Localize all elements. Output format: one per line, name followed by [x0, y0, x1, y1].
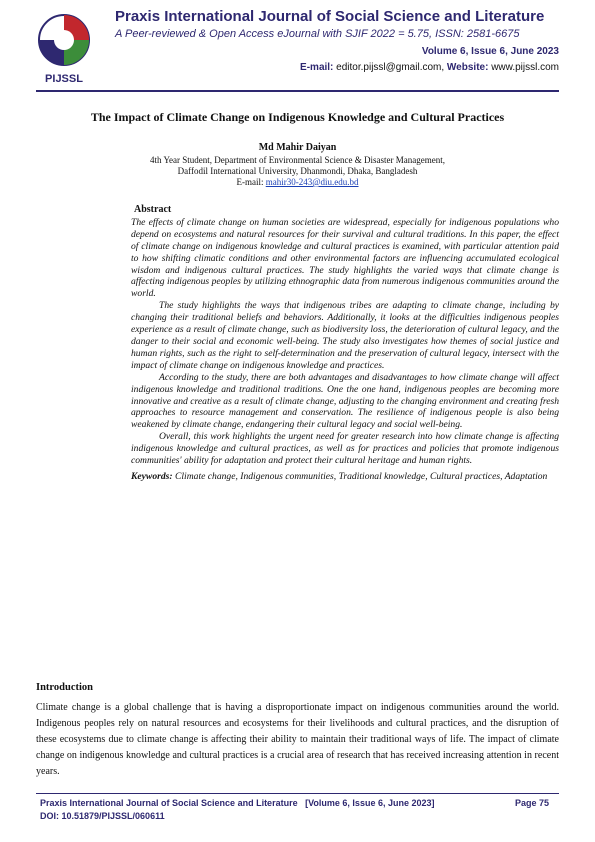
article-title: The Impact of Climate Change on Indigenous Knowledge and Cultural Practices — [90, 110, 505, 124]
affiliation-line-2: Daffodil International University, Dhanmondi, Dhaka, Bangladesh — [177, 166, 418, 176]
page-number: Page 75 — [515, 798, 550, 808]
author-email-line — [30, 177, 565, 188]
header-divider — [36, 90, 559, 92]
email-label: E-mail: — [300, 62, 334, 73]
abstract-paragraph-4: Overall, this work highlights the urgent need for greater research into how climate change is affecting indigenous knowledge and cultural practices, as well as for practices and policies that promote indigenous communities' ability for adaptation and protect their cultural heritage and human rights. — [131, 431, 559, 467]
abstract-paragraph-3: According to the study, there are both advantages and disadvantages to how climate change will affect indigenous knowledge and traditional traditions. One the one hand, indigenous peoples are becoming more innovative and creative as a result of climate change, adjusting to the changing environment and creating fresh approaches to resource management and conservation. The resilience of indigenous people is also being weakened by climate change, endangering their cultural legacy and social well-being. — [131, 371, 559, 431]
journal-title: Praxis International Journal of Social Science and Literature — [115, 8, 545, 25]
website-label: Website: — [446, 62, 489, 73]
page-footer — [40, 797, 550, 823]
volume-info: Volume 6, Issue 6, June 2023 — [421, 46, 559, 57]
author-name: Md Mahir Daiyan — [258, 142, 337, 153]
abstract-section — [131, 204, 559, 483]
footer-divider — [36, 793, 559, 794]
logo-text: PIJSSL — [45, 73, 83, 85]
contact-line — [300, 62, 559, 73]
footer-journal: Praxis International Journal of Social Science and Literature — [40, 798, 298, 808]
abstract-heading: Abstract — [134, 204, 172, 215]
journal-logo — [34, 10, 104, 90]
author-email-link[interactable]: mahir30-243@diu.edu.bd — [265, 177, 359, 187]
author-email-label: E-mail: — [236, 177, 264, 187]
journal-email[interactable]: editor.pijssl@gmail.com, — [336, 62, 445, 73]
journal-subtitle: A Peer-reviewed & Open Access eJournal with SJIF 2022 = 5.75, ISSN: 2581-6675 — [115, 28, 520, 40]
introduction-text: Climate change is a global challenge that is having a disproportionate impact on indigenous communities around the world. Indigenous peoples rely on natural resources and ecosystems for their livelihoods and cultural practices, and the disruption of these ecosystems due to climate change is affecting their ability to maintain their traditional ways of life. The impact of climate change on indigenous knowledge and cultural practices is a crucial area of research that has received increasing attention in recent years. — [36, 702, 559, 777]
keywords-list: Climate change, Indigenous communities, Traditional knowledge, Cultural practices, Adaptation — [174, 470, 548, 482]
journal-website[interactable]: www.pijssl.com — [491, 62, 559, 73]
keywords — [131, 471, 559, 483]
footer-issue: [Volume 6, Issue 6, June 2023] — [305, 798, 435, 808]
footer-doi[interactable]: DOI: 10.51879/PIJSSL/060611 — [40, 811, 165, 821]
abstract-paragraph-2: The study highlights the ways that indigenous tribes are adapting to climate change, including by changing their traditional beliefs and behaviors. Additionally, it looks at the difficulties indigenous peoples experience as a result of climate change, such as biodiversity loss, the deterioration of cultural legacy, and the danger to their social and economic well-being. The study also investigates how themes of social justice and human rights, such as the right to self-determination and the preservation of cultural legacy, intersect with the impact of climate change on indigenous knowledge and practices. — [131, 300, 559, 371]
keywords-label: Keywords: — [131, 470, 173, 482]
affiliation-line-1: 4th Year Student, Department of Environmental Science & Disaster Management, — [150, 155, 445, 165]
introduction-heading: Introduction — [36, 682, 93, 693]
affiliation — [30, 155, 565, 188]
abstract-paragraph-1: The effects of climate change on human societies are widespread, especially for indigenous populations who depend on ecosystems and natural resources for their survival and cultural traditions. In this paper, the effect of climate change on indigenous knowledge and cultural practices is examined, with particular attention paid to how shifting climatic conditions and other environmental factors are influencing accumulated ecological wisdom and indigenous cultural practices. The study highlights the varied ways that climate change is affecting indigenous peoples by utilizing ethnographic data from numerous indigenous communities around the world. — [131, 216, 559, 300]
